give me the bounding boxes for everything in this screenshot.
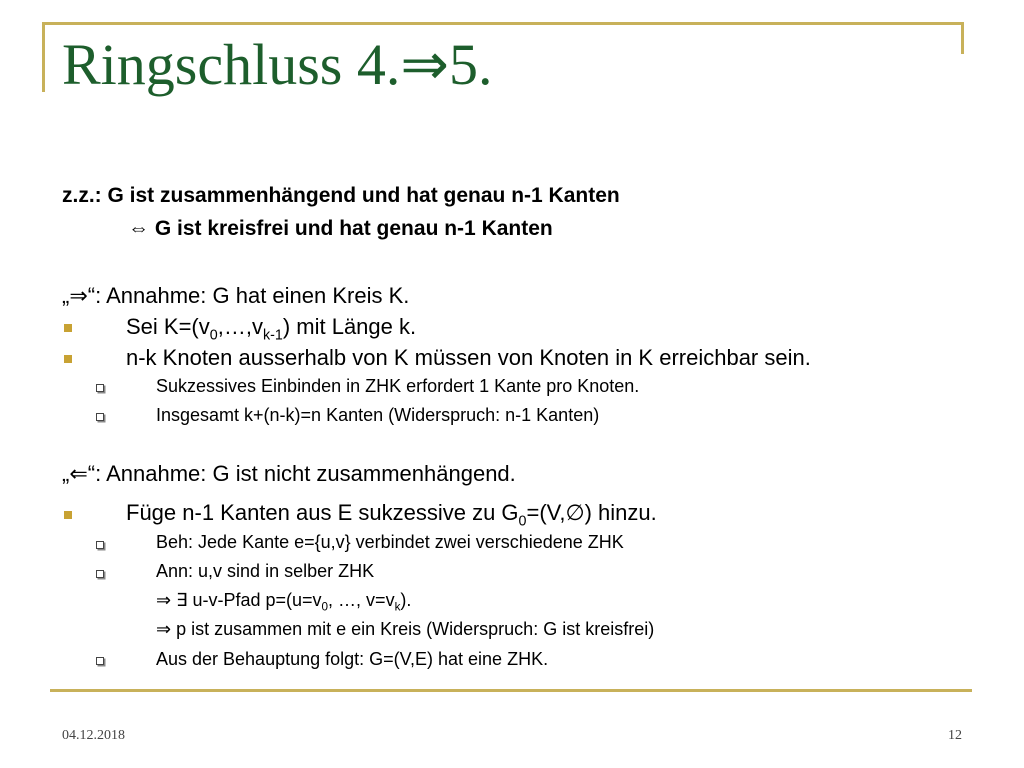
bullet-square-icon	[64, 324, 72, 332]
backward-heading: „⇐“: Annahme: G ist nicht zusammenhängend.	[62, 461, 516, 486]
backward-sub-2-cont-2: ⇒ p ist zusammen mit e ein Kreis (Widerspruch: G ist kreisfrei)	[156, 619, 655, 639]
backward-bullet-1: Füge n-1 Kanten aus E sukzessive zu $G_0=(V,\emptyset)$ hinzu.	[126, 500, 657, 530]
bullet-hollow-square-icon	[96, 570, 104, 578]
claim-line-2: ⇔ G ist kreisfrei und hat genau n-1 Kanten	[128, 217, 553, 240]
backward-sub-2-cont-1: ⇒ ∃ u-v-Pfad $p=(u=v_0$, …, $v=v_k$).	[156, 590, 412, 614]
frame-bottom-rule	[50, 689, 972, 692]
bullet-square-icon	[64, 355, 72, 363]
claim-line-1: z.z.: G ist zusammenhängend und hat genau n-1 Kanten	[62, 184, 620, 207]
backward-sub-3: Aus der Behauptung folgt: G=(V,E) hat eine ZHK.	[156, 649, 549, 669]
backward-sub-2: Ann: u,v sind in selber ZHK	[156, 561, 375, 581]
frame-left-rule	[42, 22, 45, 92]
bullet-hollow-square-icon	[96, 413, 104, 421]
forward-heading: „⇒“: Annahme: G hat einen Kreis K.	[62, 283, 410, 308]
bullet-hollow-square-icon	[96, 384, 104, 392]
bullet-hollow-square-icon	[96, 657, 104, 665]
page-number: 12	[948, 728, 962, 743]
forward-sub-1: Sukzessives Einbinden in ZHK erfordert 1 Kante pro Knoten.	[156, 376, 640, 396]
slide-title: Ringschluss 4.⇒5.	[62, 32, 493, 97]
bullet-square-icon	[64, 511, 72, 519]
forward-bullet-2: n-k Knoten ausserhalb von K müssen von Knoten in K erreichbar sein.	[126, 345, 811, 370]
forward-sub-2: Insgesamt k+(n-k)=n Kanten (Widerspruch: n-1 Kanten)	[156, 405, 600, 425]
footer-date: 04.12.2018	[62, 728, 125, 743]
bullet-hollow-square-icon	[96, 541, 104, 549]
frame-top-rule	[42, 22, 964, 25]
forward-bullet-1: Sei $K=(v_0,\dots,v_{k-1})$ mit Länge k.	[126, 314, 417, 344]
backward-sub-1: Beh: Jede Kante e={u,v} verbindet zwei verschiedene ZHK	[156, 532, 624, 552]
frame-right-rule	[961, 22, 964, 54]
